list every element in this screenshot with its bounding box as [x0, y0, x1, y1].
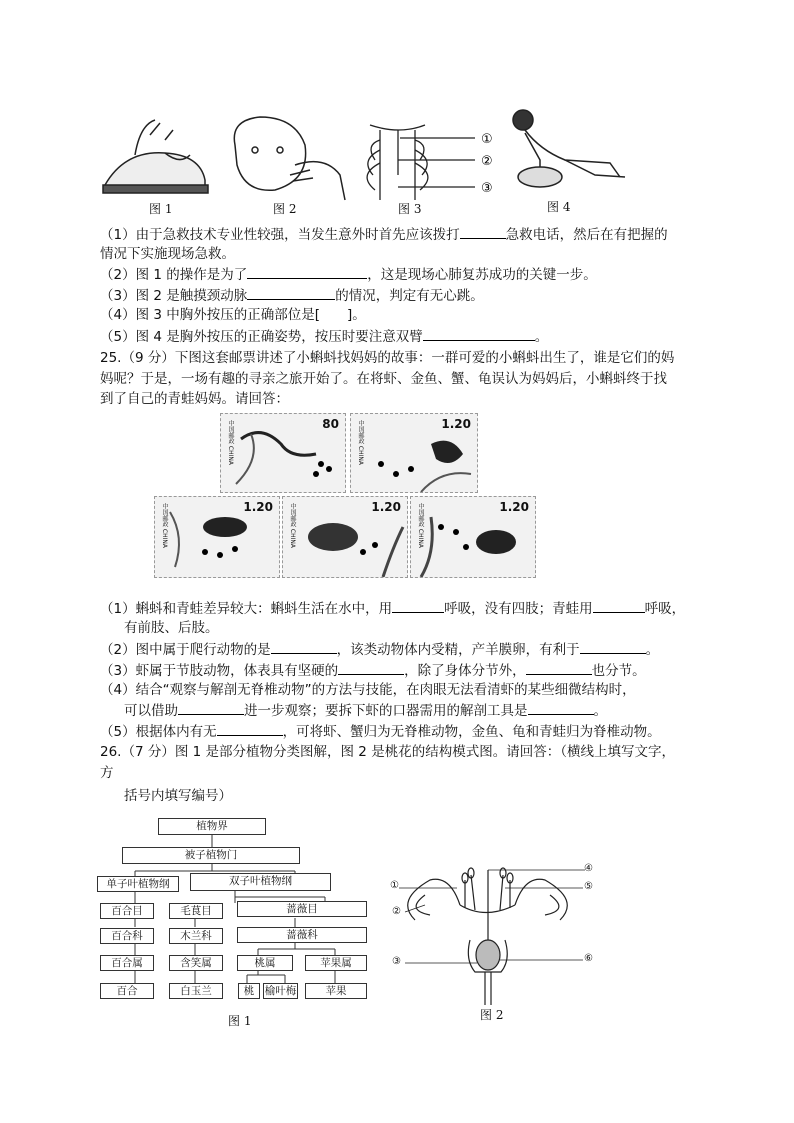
fig2-caption: 图 2: [273, 202, 297, 216]
q24-item-3: （3）图 2 是触摸颈动脉 的情况，判定有无心跳。: [100, 285, 484, 306]
flower-label-2: ②: [392, 906, 401, 917]
stamp-3: 1.20 中国邮政 CHINA: [154, 496, 280, 578]
callout-2: ②: [481, 154, 493, 169]
q24-item-2: （2）图 1 的操作是为了 ，这是现场心肺复苏成功的关键一步。: [100, 264, 597, 285]
flower-label-6: ⑥: [584, 953, 593, 964]
q25-intro-2: 妈呢？于是，一场有趣的寻亲之旅开始了。在将虾、金鱼、蟹、龟误认为妈妈后，小蝌蚪终于找: [100, 371, 667, 387]
tree-col2-order: 毛茛目: [169, 903, 223, 919]
q25-item-1-cont: 有前肢、后肢。: [124, 620, 219, 636]
tree-genus-peach: 桃属: [237, 955, 293, 971]
q25-item-3: （3）虾属于节肢动物，体表具有坚硬的 ，除了身体分节外， 也分节。: [100, 660, 646, 681]
stamp-4: 1.20 中国邮政 CHINA: [282, 496, 408, 578]
stamp-5: 1.20 中国邮政 CHINA: [410, 496, 536, 578]
tree-col1-order: 百合目: [100, 903, 154, 919]
q25-item-4-cont: 可以借助 进一步观察；要拆下虾的口器需用的解剖工具是 。: [124, 700, 607, 721]
callout-3: ③: [481, 181, 493, 196]
q26-intro-3: 括号内填写编号）: [124, 788, 232, 804]
flower-label-4: ④: [584, 863, 593, 874]
q25-item-2: （2）图中属于爬行动物的是 ，该类动物体内受精，产羊膜卵，有利于 。: [100, 639, 659, 660]
q26-intro-2: 方: [100, 765, 114, 781]
tree-kingdom: 植物界: [158, 818, 266, 835]
fig2-flower-caption: 图 2: [480, 1008, 504, 1022]
q25-intro-3: 到了自己的青蛙妈妈。请回答：: [100, 391, 289, 407]
tree-species-peach: 桃: [238, 983, 260, 999]
fig2-carotid-illustration: [234, 117, 345, 200]
flower-label-5: ⑤: [584, 881, 593, 892]
tree-species-flowering-almond: 榆叶梅: [264, 985, 297, 997]
q25-item-5: （5）根据体内有无 ，可将虾、蟹归为无脊椎动物，金鱼、龟和青蛙归为脊椎动物。: [100, 721, 661, 742]
fig3-caption: 图 3: [398, 202, 422, 216]
tree-class-mono: 单子叶植物纲: [97, 876, 179, 892]
tree-col1-species: 百合: [100, 983, 154, 999]
tree-col3-family: 蔷薇科: [237, 927, 367, 943]
stamp-1: 80 中国邮政 CHINA: [220, 413, 346, 493]
q24-item-4: （4）图 3 中胸外按压的正确部位是[ ]。: [100, 307, 366, 323]
q24-item-1: （1）由于急救技术专业性较强，当发生意外时首先应该拨打 急救电话，然后在有把握的: [100, 224, 668, 245]
tree-col1-genus: 百合属: [100, 955, 154, 971]
stamp-2: 1.20 中国邮政 CHINA: [350, 413, 478, 493]
tree-col2-family: 木兰科: [169, 928, 223, 944]
fig4-caption: 图 4: [547, 200, 571, 214]
tree-class-di: 双子叶植物纲: [190, 873, 331, 891]
callout-1: ①: [481, 132, 493, 147]
q26-intro-1: 26.（7 分）图 1 是部分植物分类图解，图 2 是桃花的结构模式图。请回答：（横线上填写文字，: [100, 744, 675, 760]
fig4-compression-illustration: [513, 110, 625, 187]
tree-species-apple: 苹果: [305, 983, 367, 999]
q24-item-5: （5）图 4 是胸外按压的正确姿势，按压时要注意双臂 。: [100, 326, 548, 347]
tree-col2-species: 白玉兰: [169, 983, 223, 999]
flower-label-1: ①: [390, 880, 399, 891]
fig1-caption: 图 1: [149, 202, 173, 216]
tree-col2-genus: 含笑属: [169, 955, 223, 971]
peach-flower-diagram: [385, 860, 595, 1010]
tree-phylum: 被子植物门: [122, 847, 300, 864]
fig1-head-tilt-illustration: [103, 120, 208, 193]
tree-col1-family: 百合科: [100, 928, 154, 944]
q24-item-1-cont: 情况下实施现场急救。: [100, 246, 235, 262]
flower-label-3: ③: [392, 956, 401, 967]
tree-col3-order: 蔷薇目: [237, 901, 367, 917]
q25-item-4: （4）结合“观察与解剖无脊椎动物”的方法与技能，在肉眼无法看清虾的某些细微结构时，: [100, 682, 636, 698]
tree-genus-apple: 苹果属: [305, 955, 367, 971]
q25-item-1: （1）蝌蚪和青蛙差异较大：蝌蚪生活在水中，用 呼吸，没有四肢；青蛙用 呼吸，: [100, 598, 685, 619]
q25-intro-1: 25.（9 分）下图这套邮票讲述了小蝌蚪找妈妈的故事：一群可爱的小蝌蚪出生了，谁是它们的妈: [100, 350, 675, 366]
fig3-ribcage-illustration: [367, 125, 475, 200]
fig1-tree-caption: 图 1: [228, 1014, 252, 1028]
